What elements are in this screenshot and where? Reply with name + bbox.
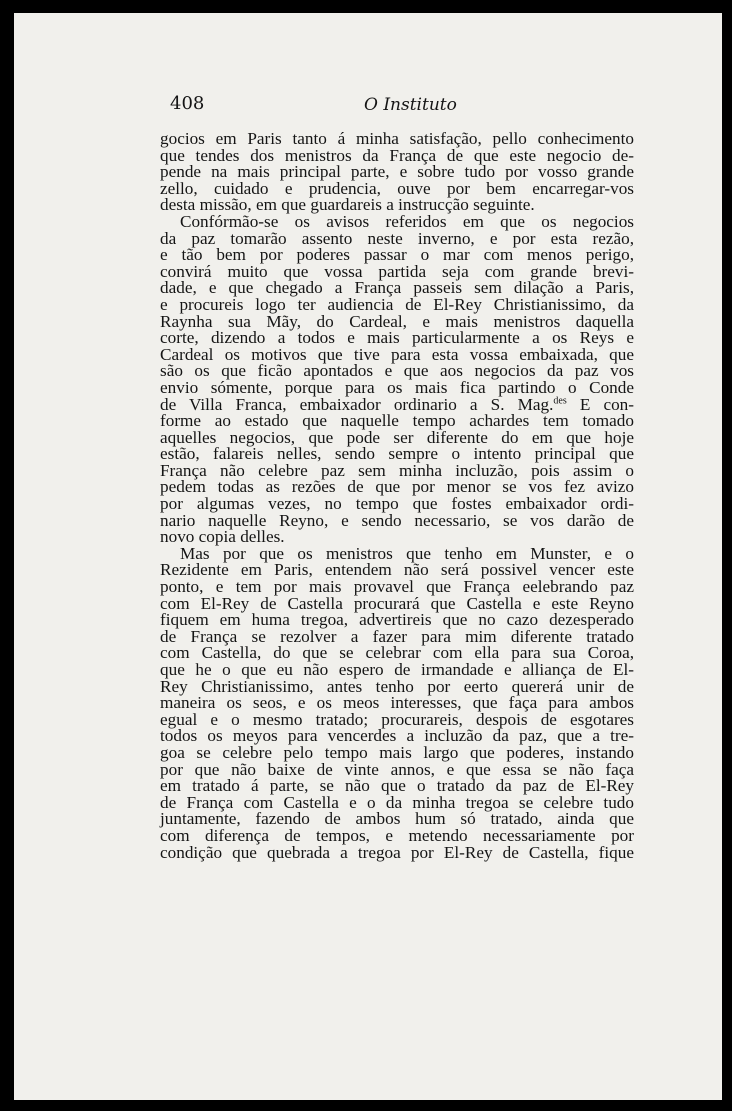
text-line: pende na mais principal parte, e sobre tudo por vosso grande xyxy=(160,162,634,182)
text-line: Raynha sua Mãy, do Cardeal, e mais menistros daquella xyxy=(160,311,634,331)
text-line: nario naquelle Reyno, e sendo necessario, se vos darão de xyxy=(160,510,634,530)
text-line: com El-Rey de Castella procurará que Castella e este Reyno xyxy=(160,593,634,613)
body-text xyxy=(160,131,634,861)
text-line: envio sómente, porque para os mais fica partindo o Conde xyxy=(160,377,634,397)
text-line: estão, falareis nelles, sendo sempre o intento principal que xyxy=(160,444,634,464)
text-line: por que não baixe de vinte annos, e que essa se não faça xyxy=(160,759,634,779)
page-header xyxy=(14,91,722,121)
text-line: com Castella, do que se celebrar com ella para sua Coroa, xyxy=(160,643,634,663)
text-line: Rey Christianissimo, antes tenho por eerto quererá unir de xyxy=(160,676,634,696)
paragraph-2 xyxy=(160,211,634,547)
text-line: todos os meyos para vencerdes a incluzão da paz, que a tre- xyxy=(160,726,634,746)
text-line: e procureis logo ter audiencia de El-Rey Christianissimo, da xyxy=(160,294,634,314)
text-line: de França com Castella e o da minha tregoa se celebre tudo xyxy=(160,792,634,812)
running-title: O Instituto xyxy=(364,95,457,115)
text-line: da paz tomarão assento neste inverno, e por esta rezão, xyxy=(160,228,634,248)
text-line: Mas por que os menistros que tenho em Munster, e o xyxy=(180,543,634,563)
text-segment: de Villa Franca, embaixador ordinario a S. Mag. xyxy=(160,394,554,414)
text-line: são os que ficão apontados e que aos negocios da paz vos xyxy=(160,361,634,381)
text-line: desta missão, em que guardareis a instrucção seguinte. xyxy=(160,195,535,215)
text-line: que he o que eu não espero de irmandade e alliança de El- xyxy=(160,660,634,679)
text-line: convirá muito que vossa partida seja com grande brevi- xyxy=(160,261,634,281)
text-line: juntamente, fazendo de ambos hum só tratado, ainda que xyxy=(160,809,634,829)
paragraph-3 xyxy=(160,543,634,862)
text-line: França não celebre paz sem minha incluzão, pois assim o xyxy=(160,460,634,480)
text-line: Rezidente em Paris, entendem não será possivel vencer este xyxy=(160,560,634,580)
text-line: Cardeal os motivos que tive para esta vossa embaixada, que xyxy=(160,344,634,364)
scanned-page xyxy=(14,13,722,1100)
text-line: aquelles negocios, que pode ser diferente do em que hoje xyxy=(160,427,634,447)
text-line: forme ao estado que naquelle tempo achardes tem tomado xyxy=(160,411,634,431)
text-line: ponto, e tem por mais provavel que França eelebrando paz xyxy=(160,577,634,597)
text-line: dade, e que chegado a França passeis sem dilação a Paris, xyxy=(160,278,634,298)
text-line: fiquem em huma tregoa, advertireis que no cazo dezesperado xyxy=(160,610,634,630)
text-line: em tratado á parte, se não que o tratado da paz de El-Rey xyxy=(160,776,634,796)
paragraph-1 xyxy=(160,131,634,214)
superscript: des xyxy=(553,394,567,406)
text-line: pedem todas as rezões de que por menor se vos fez avizo xyxy=(160,477,634,497)
text-line: egual e o mesmo tratado; procurareis, despois de esgotares xyxy=(160,709,634,729)
text-line: novo copia delles. xyxy=(160,527,285,547)
text-line: e tão bem por poderes passar o mar com menos perigo, xyxy=(160,245,634,265)
text-line: corte, dizendo a todos e mais particularmente a os Reys e xyxy=(160,328,634,348)
text-line: maneira os seos, e os meos interesses, que faça para ambos xyxy=(160,693,634,713)
text-segment: E con- xyxy=(566,394,634,414)
text-line: de França se rezolver a fazer para mim diferente tratado xyxy=(160,626,634,646)
text-line: por algumas vezes, no tempo que fostes embaixador ordi- xyxy=(160,494,634,514)
text-line: goa se celebre pelo tempo mais largo que poderes, instando xyxy=(160,742,634,762)
text-line: gocios em Paris tanto á minha satisfação, pello conhecimento xyxy=(160,129,634,148)
text-line: zello, cuidado e prudencia, ouve por bem encarregar-vos xyxy=(160,178,634,198)
text-line: que tendes dos menistros da França de que este negocio de- xyxy=(160,145,634,165)
text-line: Confórmão-se os avisos referidos em que os negocios xyxy=(180,211,634,231)
page-number: 408 xyxy=(170,93,205,114)
text-line: condição que quebrada a tregoa por El-Rey de Castella, fique xyxy=(160,842,634,862)
text-line: com diferença de tempos, e metendo necessariamente por xyxy=(160,825,634,845)
